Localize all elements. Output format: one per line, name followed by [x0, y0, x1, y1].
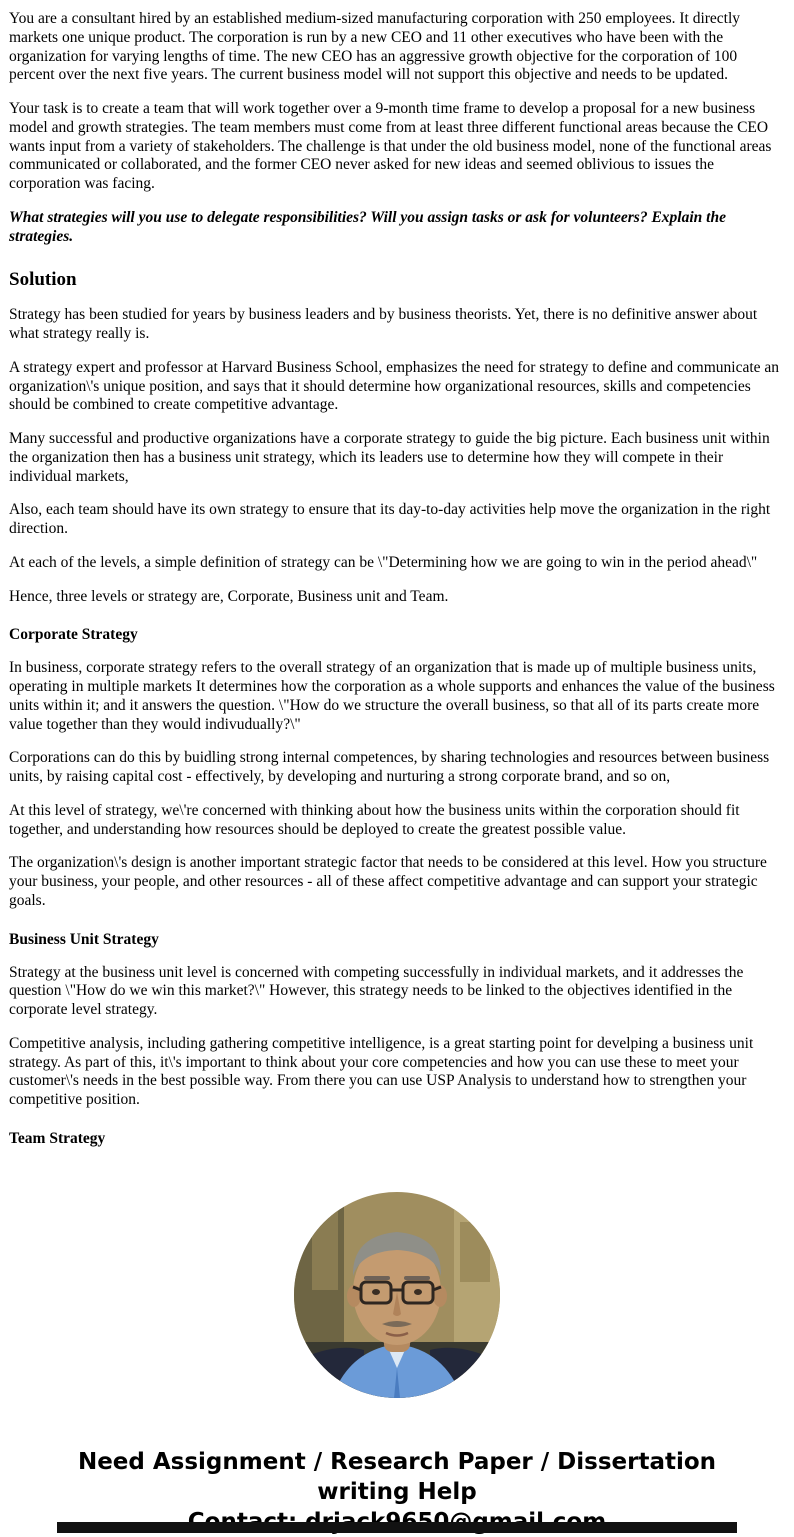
corporate-strategy-heading: Corporate Strategy: [9, 626, 138, 644]
case-paragraph-2: Your task is to create a team that will work together over a 9-month time frame to develop a proposal for a new business model and growth strategies. The team members must come from at least three different functional areas because the CEO wants input from a variety of stakeholders. The challenge is that under the old business model, none of the functional areas communicated or collaborated, and the former CEO never asked for new ideas and seemed oblivious to issues the corporation was facing.: [9, 100, 772, 192]
corporate-paragraph-2: Corporations can do this by buidling strong internal competences, by sharing technologies and resources between business units, by raising capital cost - effectively, by developing and nurturing a strong corporate brand, and so on,: [9, 749, 770, 785]
solution-paragraph-4: Also, each team should have its own strategy to ensure that its day-to-day activities help move the organization in the right direction.: [9, 501, 771, 537]
consultant-photo-graphic: [294, 1192, 500, 1398]
solution-paragraph-1: Strategy has been studied for years by business leaders and by business theorists. Yet, there is no definitive answer about what strategy really is.: [9, 306, 758, 342]
corporate-paragraph-3: At this level of strategy, we\'re concerned with thinking about how the business units within the corporation should fit together, and understanding how resources should be deployed to create the greatest possible value.: [9, 801, 740, 838]
business-unit-paragraph-1: Strategy at the business unit level is concerned with competing successfully in individual markets, and it addresses the question \"How do we win this market?\" However, this strategy needs to be linked to the objectives identified in the corporate level strategy.: [9, 963, 744, 1018]
case-paragraph-1: You are a consultant hired by an established medium-sized manufacturing corporation with 250 employees. It directly markets one unique product. The corporation is run by a new CEO and 11 other executives who have been with the organization for varying lengths of time. The new CEO has an aggressive growth objective for the corporation of 100 percent over the next five years. The current business model will not support this objective and needs to be updated.: [9, 10, 741, 84]
solution-paragraph-2: A strategy expert and professor at Harvard Business School, emphasizes the need for strategy to define and communicate an organization\'s unique position, and says that it should determine how organizational resources, skills and competencies should be combined to create competitive advantage.: [9, 358, 780, 414]
case-question: What strategies will you use to delegate responsibilities? Will you assign tasks or ask for volunteers? Explain the strategies.: [9, 208, 726, 245]
solution-heading: Solution: [9, 269, 77, 291]
footer-help-text: Need Assignment / Research Paper / Dissertation writing Help: [77, 1448, 717, 1505]
team-strategy-heading: Team Strategy: [9, 1129, 106, 1147]
solution-paragraph-6: Hence, three levels or strategy are, Corporate, Business unit and Team.: [9, 587, 449, 605]
solution-paragraph-3: Many successful and productive organizations have a corporate strategy to guide the big picture. Each business unit within the organization then has a business unit strategy, which its leaders use to determine how they will compete in their individual markets,: [9, 430, 770, 485]
business-unit-strategy-heading: Business Unit Strategy: [9, 930, 159, 948]
solution-paragraph-5: At each of the levels, a simple definition of strategy can be \"Determining how we are going to win in the period ahead\": [9, 553, 758, 571]
consultant-photo: [294, 1192, 500, 1398]
photo-container: [9, 1192, 785, 1398]
corporate-paragraph-1: In business, corporate strategy refers to the overall strategy of an organization that is made up of multiple business units, operating in multiple markets It determines how the corporation as a whole supports and enhances the value of the business units within it; and it answers the question. \"How do we structure the overall business, so that all of its parts create more value together than they would indivudually?\": [9, 659, 775, 733]
business-unit-paragraph-2: Competitive analysis, including gathering competitive intelligence, is a great starting point for develping a business unit strategy. As part of this, it\'s important to think about your core competencies and how you can use these to meet your customer\'s needs in the best possible way. From there you can use USP Analysis to understand how to strengthen your competitive position.: [9, 1034, 754, 1108]
bottom-image-strip: [57, 1522, 737, 1533]
document-body: [0, 10, 794, 1537]
corporate-paragraph-4: The organization\'s design is another important strategic factor that needs to be considered at this level. How you structure your business, your people, and other resources - all of these affect competitive advantage and can support your strategic goals.: [9, 854, 767, 909]
